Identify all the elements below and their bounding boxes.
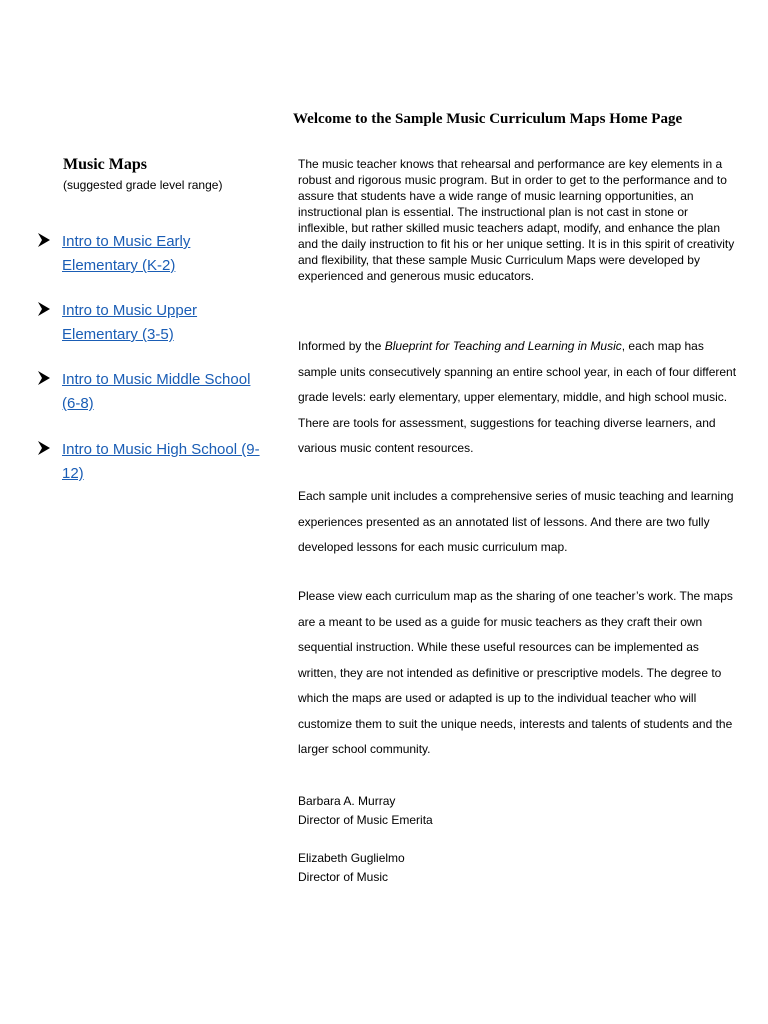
blueprint-lead-text: Informed by the xyxy=(298,339,385,353)
arrowhead-bullet-icon xyxy=(38,233,50,247)
signature-name: Elizabeth Guglielmo xyxy=(298,851,405,865)
page-title: Welcome to the Sample Music Curriculum Maps Home Page xyxy=(293,111,683,127)
link-middle-school[interactable]: Intro to Music Middle School (6-8) xyxy=(62,371,251,412)
signature-title: Director of Music xyxy=(298,870,389,884)
signature-title: Director of Music Emerita xyxy=(298,813,433,827)
intro-paragraph: The music teacher knows that rehearsal and performance are key elements in a robust and rigorous music program. But in order to get to the performance and to assure that students have a wide range of music learning opportunities, an instructional plan is essential. The instructional plan is not cast in stone or inflexible, but rather skilled music teachers adapt, modify, and enhance the plan and the daily instruction to fit his or her unique setting. It is in this spirit of creativity and flexibility, that these sample Music Curriculum Maps were developed by experienced and generous music educators. xyxy=(298,157,735,283)
signature-block-murray xyxy=(298,792,433,830)
arrowhead-bullet-icon xyxy=(38,371,50,385)
signature-name: Barbara A. Murray xyxy=(298,794,396,808)
sidebar-subheading: (suggested grade level range) xyxy=(63,178,223,192)
sidebar-heading: Music Maps xyxy=(63,156,147,173)
link-early-elementary[interactable]: Intro to Music Early Elementary (K-2) xyxy=(62,233,191,274)
arrowhead-bullet-icon xyxy=(38,302,50,316)
arrowhead-bullet-icon xyxy=(38,441,50,455)
blueprint-paragraph xyxy=(298,334,738,462)
link-high-school[interactable]: Intro to Music High School (9-12) xyxy=(62,441,260,482)
units-paragraph: Each sample unit includes a comprehensive series of music teaching and learning experiences presented as an annotated list of lessons. And there are two fully developed lessons for each music curriculum map. xyxy=(298,489,734,554)
blueprint-tail-text: , each map has sample units consecutively spanning an entire school year, in each of four different grade levels: early elementary, upper elementary, middle, and high school music. There are tools for assessment, suggestions for teaching diverse learners, and various music content resources. xyxy=(298,339,737,455)
link-upper-elementary[interactable]: Intro to Music Upper Elementary (3-5) xyxy=(62,302,198,343)
blueprint-title: Blueprint for Teaching and Learning in Music xyxy=(384,339,622,353)
signature-block-guglielmo xyxy=(298,849,405,887)
view-paragraph: Please view each curriculum map as the sharing of one teacher’s work. The maps are a meant to be used as a guide for music teachers as they craft their own sequential instruction. While these useful resources can be implemented as written, they are not intended as definitive or prescriptive models. The degree to which the maps are used or adapted is up to the individual teacher who will customize them to suit the unique needs, interests and talents of students and the larger school community. xyxy=(298,589,733,756)
